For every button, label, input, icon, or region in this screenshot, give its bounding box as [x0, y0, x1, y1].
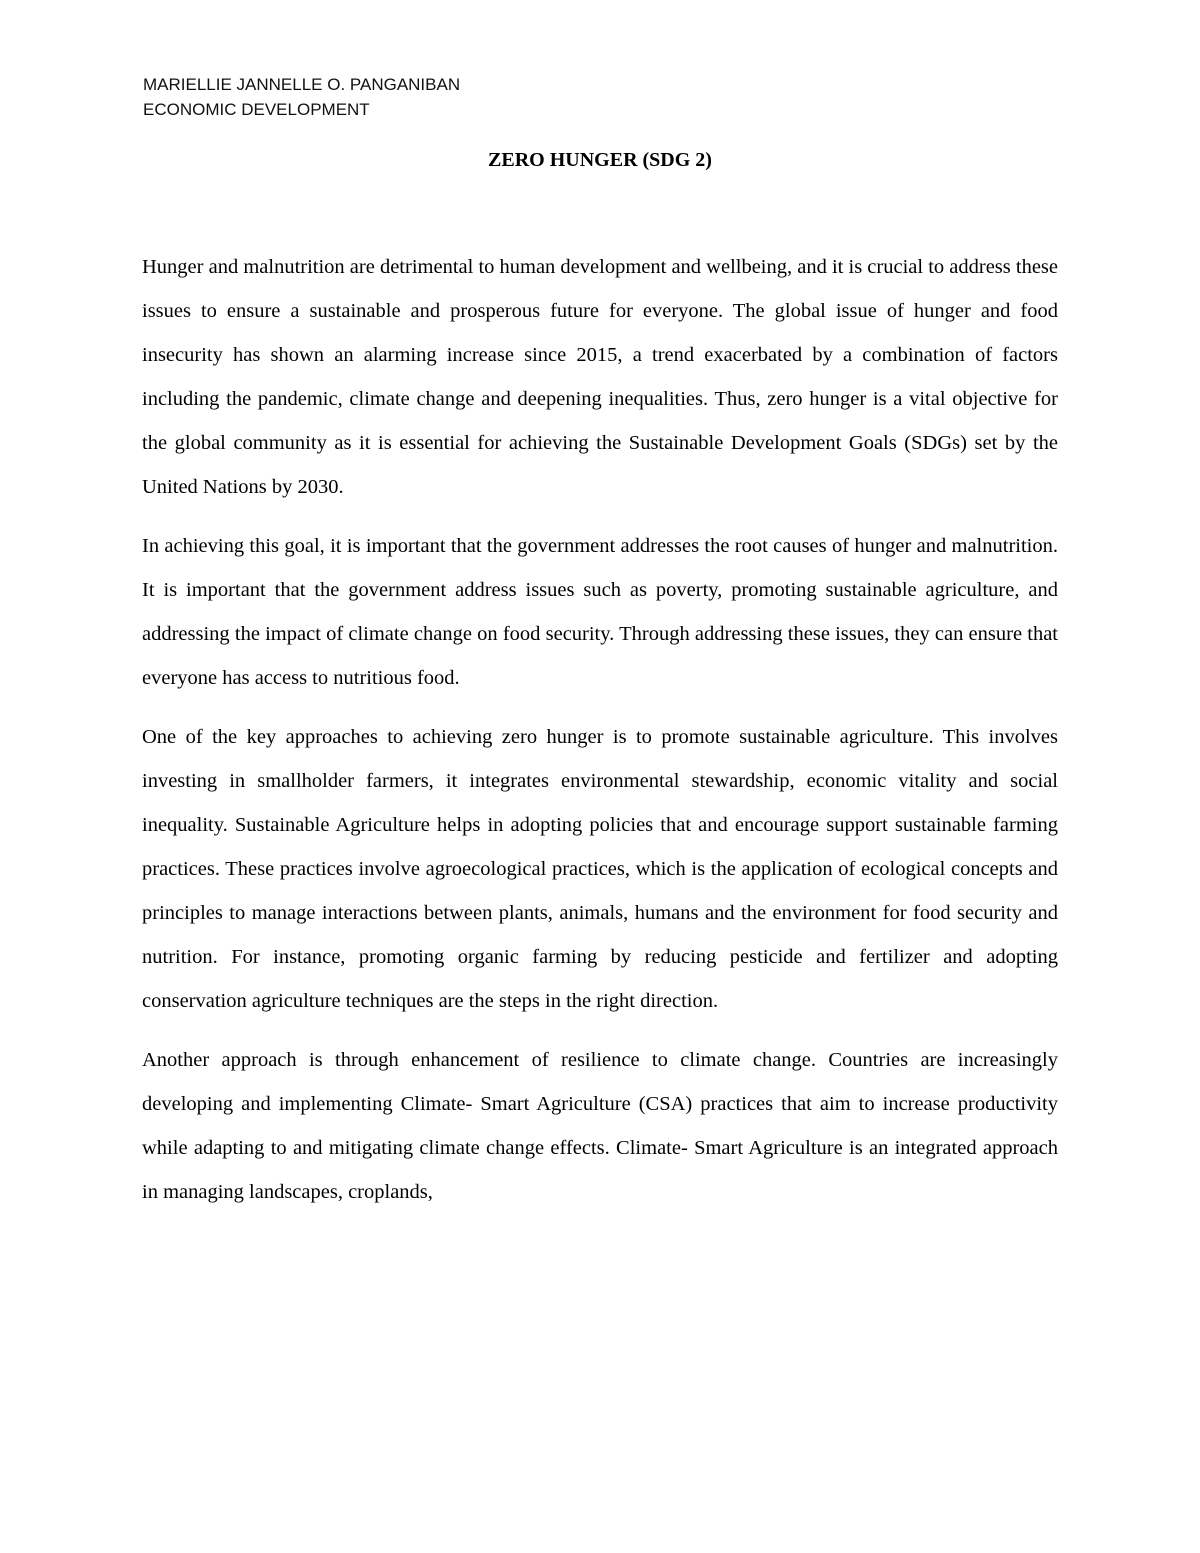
document-title: ZERO HUNGER (SDG 2): [488, 149, 712, 171]
document-header: [143, 72, 460, 122]
course-name: ECONOMIC DEVELOPMENT: [143, 100, 370, 119]
paragraph-4: Another approach is through enhancement of resilience to climate change. Countries are increasingly developing and implementing Climate- Smart Agriculture (CSA) practices that aim to increase productivity while adapting to and mitigating climate change effects. Climate- Smart Agriculture is an integrated approach in managing landscapes, croplands,: [142, 1049, 1058, 1203]
paragraph-2: In achieving this goal, it is important that the government addresses the root causes of hunger and malnutrition. It is important that the government address issues such as poverty, promoting sustainable agriculture, and addressing the impact of climate change on food security. Through addressing these issues, they can ensure that everyone has access to nutritious food.: [142, 535, 1058, 689]
author-name: MARIELLIE JANNELLE O. PANGANIBAN: [143, 75, 461, 94]
paragraph-3: One of the key approaches to achieving zero hunger is to promote sustainable agriculture. This involves investing in smallholder farmers, it integrates environmental stewardship, economic vitality and social inequality. Sustainable Agriculture helps in adopting policies that and encourage support sustainable farming practices. These practices involve agroecological practices, which is the application of ecological concepts and principles to manage interactions between plants, animals, humans and the environment for food security and nutrition. For instance, promoting organic farming by reducing pesticide and fertilizer and adopting conservation agriculture techniques are the steps in the right direction.: [142, 726, 1058, 1012]
document-body: [142, 245, 1058, 1229]
paragraph-1: Hunger and malnutrition are detrimental to human development and wellbeing, and it is crucial to address these issues to ensure a sustainable and prosperous future for everyone. The global issue of hunger and food insecurity has shown an alarming increase since 2015, a trend exacerbated by a combination of factors including the pandemic, climate change and deepening inequalities. Thus, zero hunger is a vital objective for the global community as it is essential for achieving the Sustainable Development Goals (SDGs) set by the United Nations by 2030.: [142, 256, 1058, 498]
